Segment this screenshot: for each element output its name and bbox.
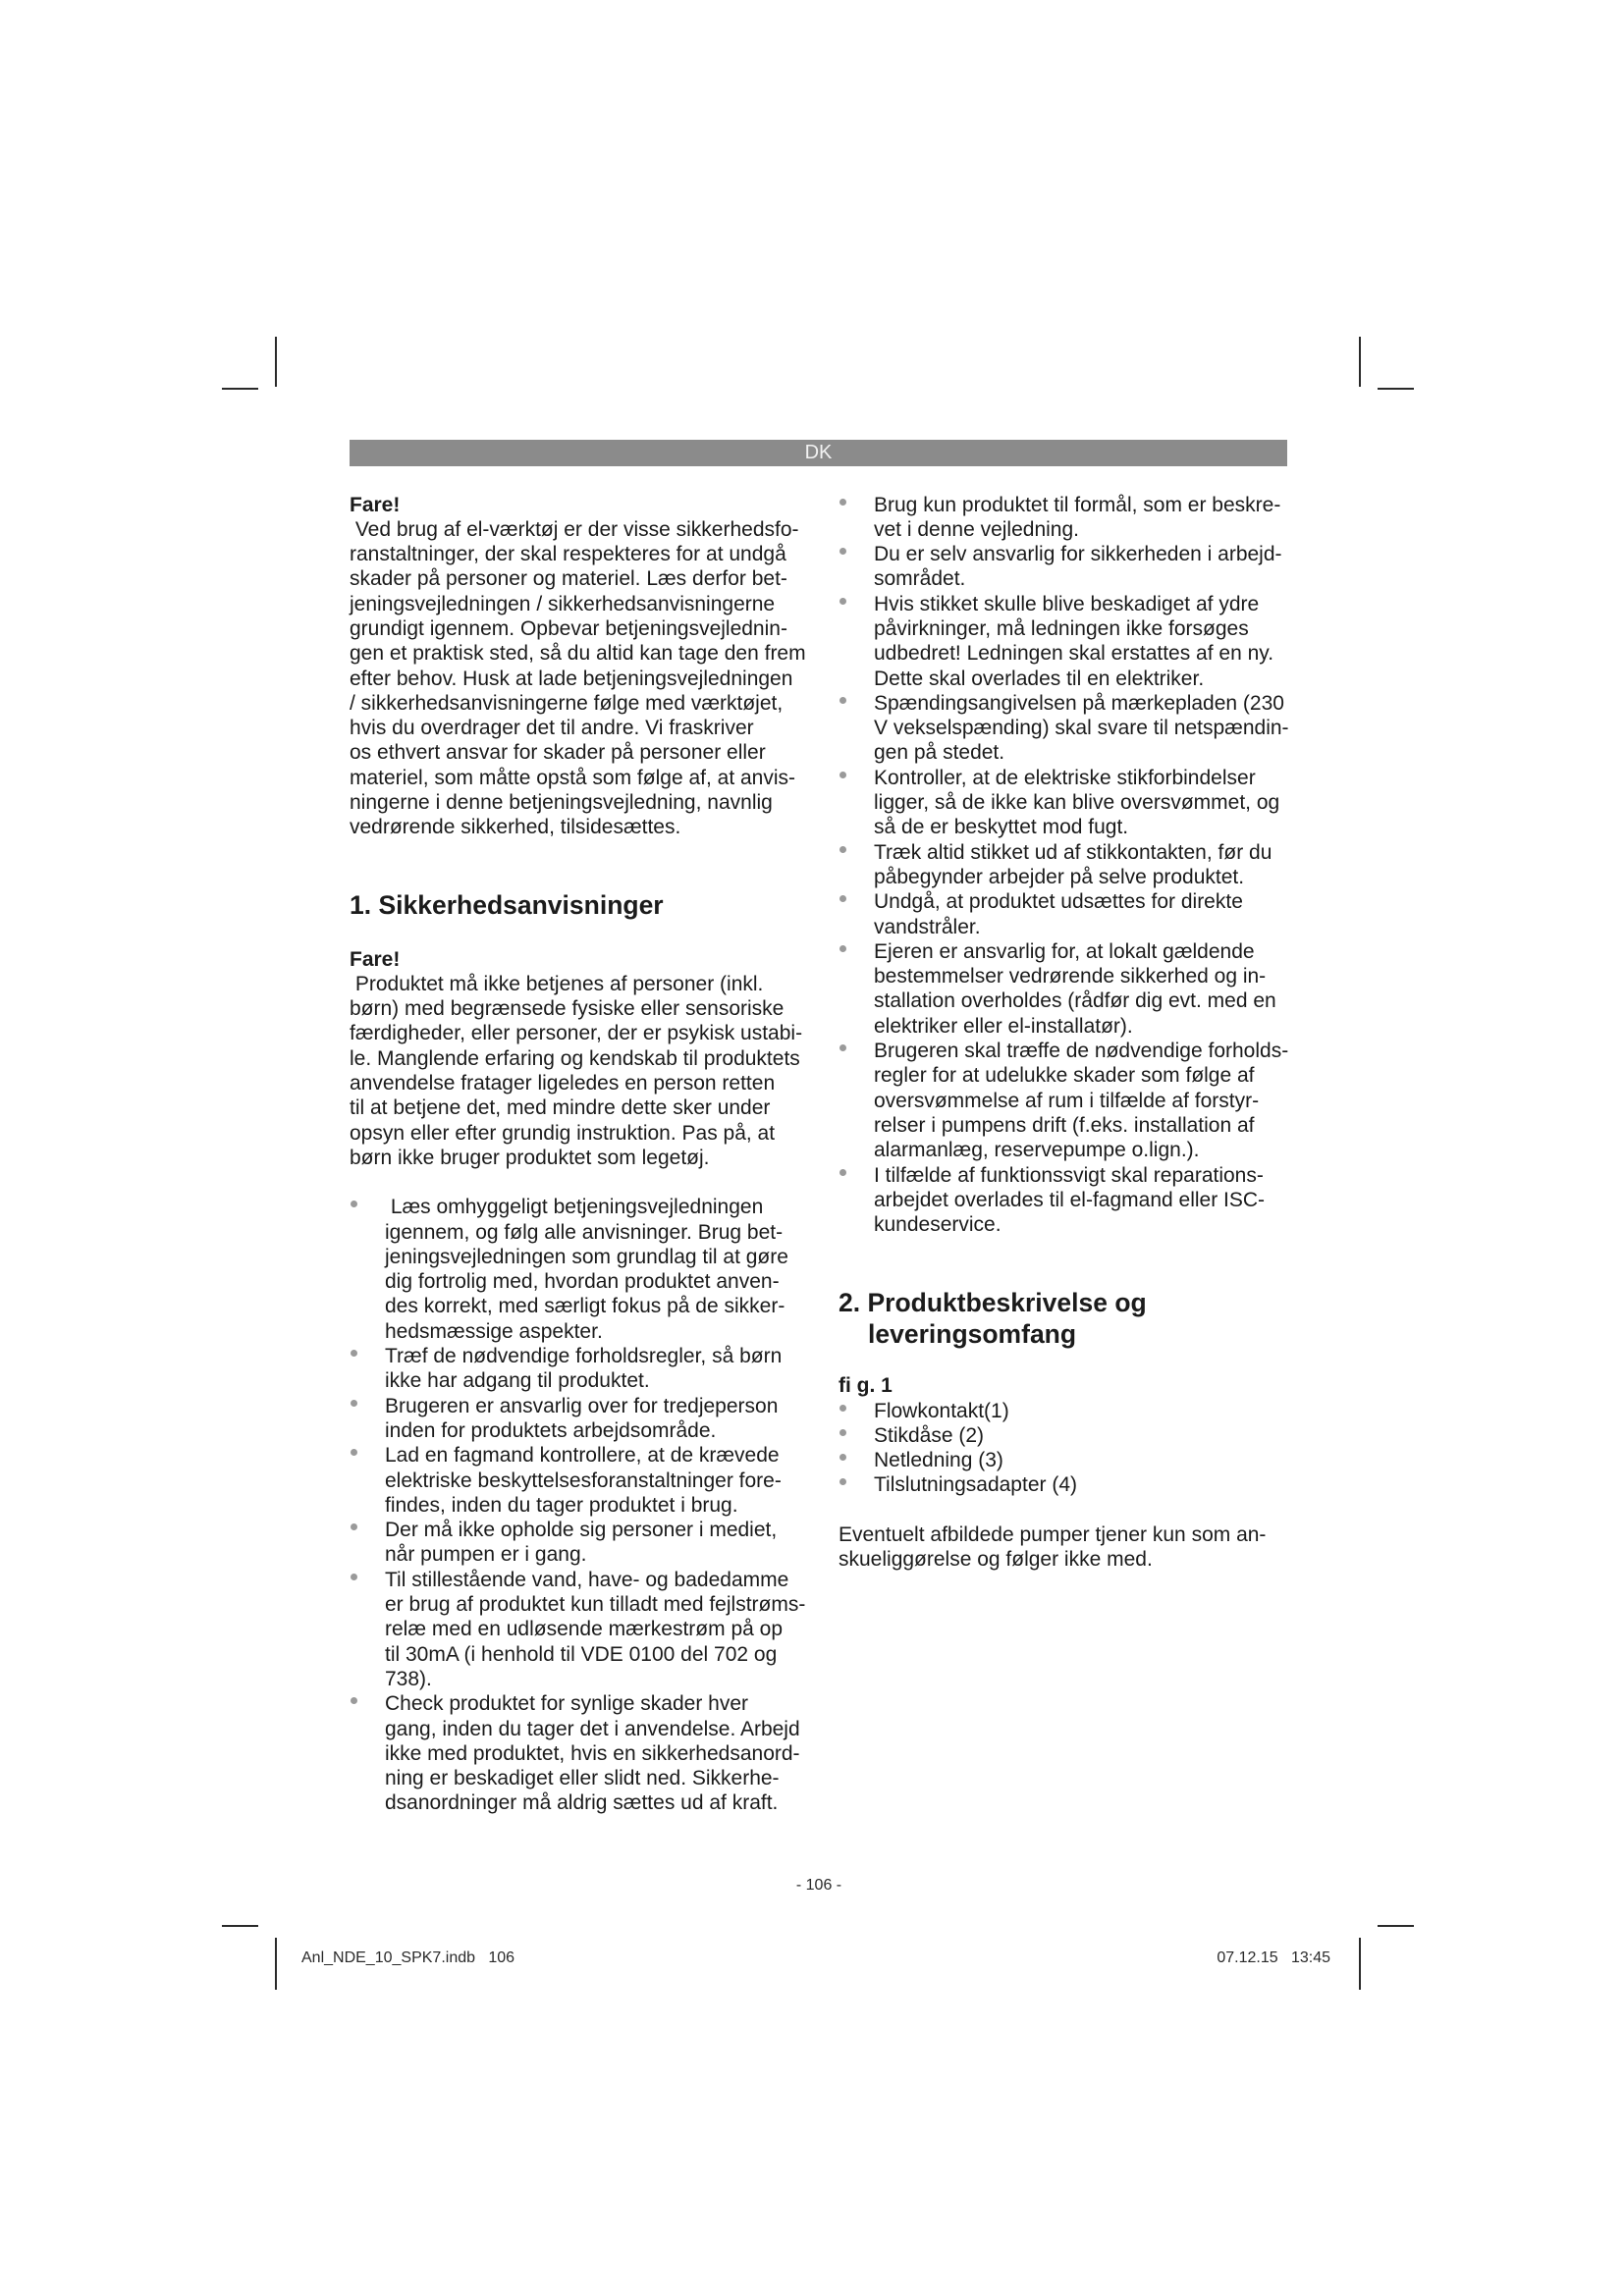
- text-line: I tilfælde af funktionssvigt skal reparations-: [874, 1163, 1264, 1187]
- bullet-text: [874, 493, 1289, 543]
- text-line: skader på personer og materiel. Læs derfor bet-: [350, 567, 787, 591]
- text-line: Eventuelt afbildede pumper tjener kun som an-: [839, 1523, 1267, 1546]
- warning-title: Fare!: [350, 493, 401, 516]
- text-line: Netledning (3): [874, 1449, 1003, 1472]
- text-line: ning er beskadiget eller slidt ned. Sikkerhe-: [385, 1767, 780, 1790]
- print-timestamp: 07.12.15 13:45: [1217, 1949, 1330, 1966]
- right-safety-bullet-list: [874, 493, 1289, 1238]
- text-line: Hvis stikket skulle blive beskadiget af ydre: [874, 592, 1260, 615]
- text-line: Kontroller, at de elektriske stikforbindelser: [874, 766, 1256, 789]
- language-header-bar: [350, 440, 1287, 466]
- text-line: materiel, som måtte opstå som følge af, at anvis-: [350, 766, 796, 789]
- text-line: dig fortrolig med, hvordan produktet anven-: [385, 1270, 780, 1294]
- text-line: Stikdåse (2): [874, 1423, 985, 1447]
- text-line: stallation overholdes (rådfør dig evt. med en: [874, 989, 1276, 1013]
- bullet-item: [385, 1344, 805, 1394]
- text-line: børn) med begrænsede fysiske eller sensoriske: [350, 997, 785, 1021]
- bullet-item: [385, 1691, 805, 1815]
- bullet-dot-icon: [351, 1449, 357, 1456]
- text-line: Brugeren skal træffe de nødvendige forholds-: [874, 1040, 1289, 1063]
- text-line: jeningsvejledningen / sikkerhedsanvisningerne: [350, 592, 776, 615]
- bullet-item: [874, 1423, 1077, 1448]
- text-line: påbegynder arbejder på selve produktet.: [874, 865, 1245, 888]
- section-2-heading-line-2: leveringsomfang: [868, 1318, 1077, 1349]
- bullet-text: [874, 1423, 1077, 1448]
- bullet-text: [385, 1518, 805, 1568]
- text-line: Undgå, at produktet udsættes for direkte: [874, 890, 1243, 914]
- text-line: ikke har adgang til produktet.: [385, 1369, 650, 1393]
- text-line: skueliggørelse og følger ikke med.: [839, 1548, 1153, 1572]
- bullet-text: [385, 1443, 805, 1518]
- bullet-dot-icon: [351, 1350, 357, 1357]
- bullet-item: [874, 542, 1289, 592]
- bullet-item: [385, 1195, 805, 1344]
- bullet-text: [874, 1472, 1077, 1497]
- text-line: vedrørende sikkerhed, tilsidesættes.: [350, 816, 681, 839]
- text-line: igennem, og følg alle anvisninger. Brug bet-: [385, 1220, 784, 1244]
- bullet-item: [874, 1448, 1077, 1472]
- text-line: Ejeren er ansvarlig for, at lokalt gældende: [874, 939, 1255, 963]
- warning-text: [350, 972, 802, 1170]
- text-line: Der må ikke opholde sig personer i mediet,: [385, 1519, 778, 1542]
- text-line: bestemmelser vedrørende sikkerhed og in-: [874, 965, 1267, 988]
- text-line: ningerne i denne betjeningsvejledning, navnlig: [350, 791, 773, 815]
- text-line: jeningsvejledningen som grundlag til at gøre: [385, 1245, 788, 1268]
- text-line: vandstråler.: [874, 915, 981, 938]
- text-line: gen et praktisk sted, så du altid kan tage den frem: [350, 642, 806, 666]
- text-line: opsyn eller efter grundig instruktion. Pas på, at: [350, 1121, 776, 1145]
- warning-notice-1: [350, 493, 806, 840]
- crop-mark-bottom-left-vertical: [275, 1938, 277, 1990]
- bullet-text: [874, 1039, 1289, 1162]
- crop-mark-top-right-horizontal: [1378, 388, 1414, 390]
- text-line: Produktet må ikke betjenes af personer (inkl.: [350, 972, 764, 995]
- bullet-dot-icon: [351, 1523, 357, 1530]
- bullet-dot-icon: [839, 945, 846, 952]
- text-line: Spændingsangivelsen på mærkepladen (230: [874, 691, 1284, 715]
- bullet-dot-icon: [839, 499, 846, 506]
- text-line: Træk altid stikket ud af stikkontakten, før du: [874, 840, 1272, 864]
- text-line: arbejdet overlades til el-fagmand eller ISC-: [874, 1188, 1266, 1211]
- section-1-heading: 1. Sikkerhedsanvisninger: [350, 890, 664, 920]
- bullet-item: [874, 1163, 1289, 1238]
- bullet-item: [874, 766, 1289, 840]
- bullet-item: [874, 1399, 1077, 1423]
- figure-label: fi g. 1: [839, 1374, 893, 1398]
- bullet-dot-icon: [351, 1201, 357, 1207]
- bullet-dot-icon: [839, 772, 846, 778]
- bullet-text: [874, 691, 1289, 766]
- text-line: / sikkerhedsanvisningerne følge med værktøjet,: [350, 691, 784, 715]
- bullet-text: [385, 1195, 805, 1344]
- bullet-item: [874, 1472, 1077, 1497]
- text-line: vet i denne vejledning.: [874, 517, 1079, 541]
- text-line: påvirkninger, må ledningen ikke forsøges: [874, 616, 1249, 640]
- text-line: relser i pumpens drift (f.eks. installation af: [874, 1113, 1255, 1137]
- language-label: DK: [804, 442, 833, 463]
- bullet-item: [385, 1518, 805, 1568]
- text-line: børn ikke bruger produktet som legetøj.: [350, 1146, 710, 1169]
- left-safety-bullet-list: [385, 1195, 805, 1815]
- warning-notice-2: [350, 947, 802, 1171]
- figure-parts-list: [874, 1399, 1077, 1498]
- crop-mark-bottom-right-horizontal: [1378, 1925, 1414, 1927]
- text-line: så de er beskyttet mod fugt.: [874, 816, 1129, 839]
- text-line: Check produktet for synlige skader hver: [385, 1692, 749, 1716]
- crop-mark-top-left-horizontal: [222, 388, 258, 390]
- bullet-text: [874, 1399, 1077, 1423]
- text-line: Du er selv ansvarlig for sikkerheden i arbejd-: [874, 543, 1282, 566]
- bullet-item: [874, 1039, 1289, 1162]
- text-line: Ved brug af el-værktøj er der visse sikkerhedsfo-: [350, 517, 799, 541]
- text-line: færdigheder, eller personer, der er psykisk ustabi-: [350, 1022, 803, 1045]
- note-paragraph: [839, 1522, 1266, 1573]
- bullet-item: [385, 1394, 805, 1444]
- text-line: grundigt igennem. Opbevar betjeningsvejlednin-: [350, 616, 787, 640]
- text-line: Brugeren er ansvarlig over for tredjeperson: [385, 1394, 779, 1417]
- text-line: Flowkontakt(1): [874, 1399, 1009, 1422]
- crop-mark-top-right-vertical: [1359, 337, 1361, 387]
- bullet-text: [874, 766, 1289, 840]
- text-line: elektriker eller el-installatør).: [874, 1014, 1133, 1038]
- text-line: efter behov. Husk at lade betjeningsvejledningen: [350, 667, 793, 690]
- bullet-dot-icon: [839, 895, 846, 902]
- text-line: sområdet.: [874, 567, 966, 591]
- bullet-dot-icon: [351, 1697, 357, 1704]
- text-line: til at betjene det, med mindre dette sker under: [350, 1096, 771, 1120]
- bullet-dot-icon: [839, 1454, 846, 1461]
- text-line: gang, inden du tager det i anvendelse. Arbejd: [385, 1717, 800, 1740]
- section-2-heading-line-1: 2. Produktbeskrivelse og: [839, 1288, 1147, 1317]
- text-line: hedsmæssige aspekter.: [385, 1319, 603, 1343]
- text-line: ranstaltninger, der skal respekteres for at undgå: [350, 543, 786, 566]
- bullet-dot-icon: [839, 1169, 846, 1176]
- bullet-item: [874, 493, 1289, 543]
- text-line: V vekselspænding) skal svare til netspændin-: [874, 717, 1289, 740]
- text-line: ikke med produktet, hvis en sikkerhedsanord-: [385, 1741, 800, 1765]
- text-line: Tilslutningsadapter (4): [874, 1473, 1077, 1497]
- text-line: er brug af produktet kun tilladt med fejlstrøms-: [385, 1593, 806, 1617]
- text-line: når pumpen er i gang.: [385, 1543, 587, 1567]
- bullet-dot-icon: [839, 1429, 846, 1436]
- crop-mark-top-left-vertical: [275, 337, 277, 387]
- text-line: udbedret! Ledningen skal erstattes af en ny.: [874, 642, 1274, 666]
- bullet-text: [874, 939, 1289, 1039]
- bullet-text: [385, 1568, 805, 1691]
- crop-mark-bottom-left-horizontal: [222, 1925, 258, 1927]
- text-line: hvis du overdrager det til andre. Vi fraskriver: [350, 717, 754, 740]
- text-line: alarmanlæg, reservepumpe o.lign.).: [874, 1139, 1200, 1162]
- text-line: le. Manglende erfaring og kendskab til produktets: [350, 1046, 800, 1070]
- text-line: regler for at udelukke skader som følge af: [874, 1064, 1255, 1088]
- text-line: Lad en fagmand kontrollere, at de krævede: [385, 1444, 780, 1468]
- bullet-text: [874, 542, 1289, 592]
- text-line: inden for produktets arbejdsområde.: [385, 1418, 717, 1442]
- bullet-text: [874, 1163, 1289, 1238]
- file-name: Anl_NDE_10_SPK7.indb 106: [301, 1949, 515, 1966]
- bullet-text: [874, 1448, 1077, 1472]
- text-line: os ethvert ansvar for skader på personer eller: [350, 741, 766, 765]
- text-line: ligger, så de ikke kan blive oversvømmet, og: [874, 791, 1280, 815]
- text-line: Brug kun produktet til formål, som er beskre-: [874, 493, 1281, 516]
- text-line: Dette skal overlades til en elektriker.: [874, 667, 1205, 690]
- bullet-text: [385, 1691, 805, 1815]
- bullet-text: [385, 1394, 805, 1444]
- text-line: gen på stedet.: [874, 741, 1005, 765]
- text-line: Til stillestående vand, have- og badedamme: [385, 1568, 789, 1591]
- bullet-dot-icon: [839, 548, 846, 555]
- bullet-item: [874, 840, 1289, 890]
- text-line: oversvømmelse af rum i tilfælde af forstyr-: [874, 1089, 1260, 1112]
- text-line: anvendelse fratager ligeledes en person retten: [350, 1072, 776, 1095]
- bullet-dot-icon: [839, 846, 846, 853]
- bullet-dot-icon: [839, 598, 846, 605]
- bullet-dot-icon: [839, 1478, 846, 1485]
- page-number: - 106 -: [795, 1877, 842, 1894]
- bullet-dot-icon: [839, 697, 846, 704]
- text-line: Træf de nødvendige forholdsregler, så børn: [385, 1345, 783, 1368]
- bullet-text: [874, 840, 1289, 890]
- text-line: dsanordninger må aldrig sættes ud af kraft.: [385, 1791, 779, 1815]
- bullet-dot-icon: [839, 1044, 846, 1051]
- bullet-dot-icon: [351, 1574, 357, 1580]
- bullet-text: [385, 1344, 805, 1394]
- bullet-item: [385, 1568, 805, 1691]
- text-line: relæ med en udløsende mærkestrøm på op: [385, 1618, 783, 1641]
- text-line: 738).: [385, 1667, 432, 1690]
- text-line: findes, inden du tager produktet i brug.: [385, 1493, 738, 1517]
- text-line: elektriske beskyttelsesforanstaltninger fore-: [385, 1468, 782, 1492]
- text-line: des korrekt, med særligt fokus på de sikker-: [385, 1295, 785, 1318]
- text-line: kundeservice.: [874, 1213, 1001, 1237]
- warning-text: [350, 517, 806, 840]
- bullet-item: [874, 939, 1289, 1039]
- warning-title: Fare!: [350, 947, 401, 971]
- bullet-item: [874, 889, 1289, 939]
- bullet-item: [385, 1443, 805, 1518]
- bullet-text: [874, 889, 1289, 939]
- bullet-item: [874, 691, 1289, 766]
- bullet-dot-icon: [839, 1405, 846, 1412]
- bullet-dot-icon: [351, 1400, 357, 1407]
- figure-label-block: [839, 1373, 893, 1398]
- bullet-item: [874, 592, 1289, 691]
- crop-mark-bottom-right-vertical: [1359, 1938, 1361, 1990]
- text-line: til 30mA (i henhold til VDE 0100 del 702 og: [385, 1642, 778, 1666]
- text-line: Læs omhyggeligt betjeningsvejledningen: [385, 1196, 764, 1219]
- bullet-text: [874, 592, 1289, 691]
